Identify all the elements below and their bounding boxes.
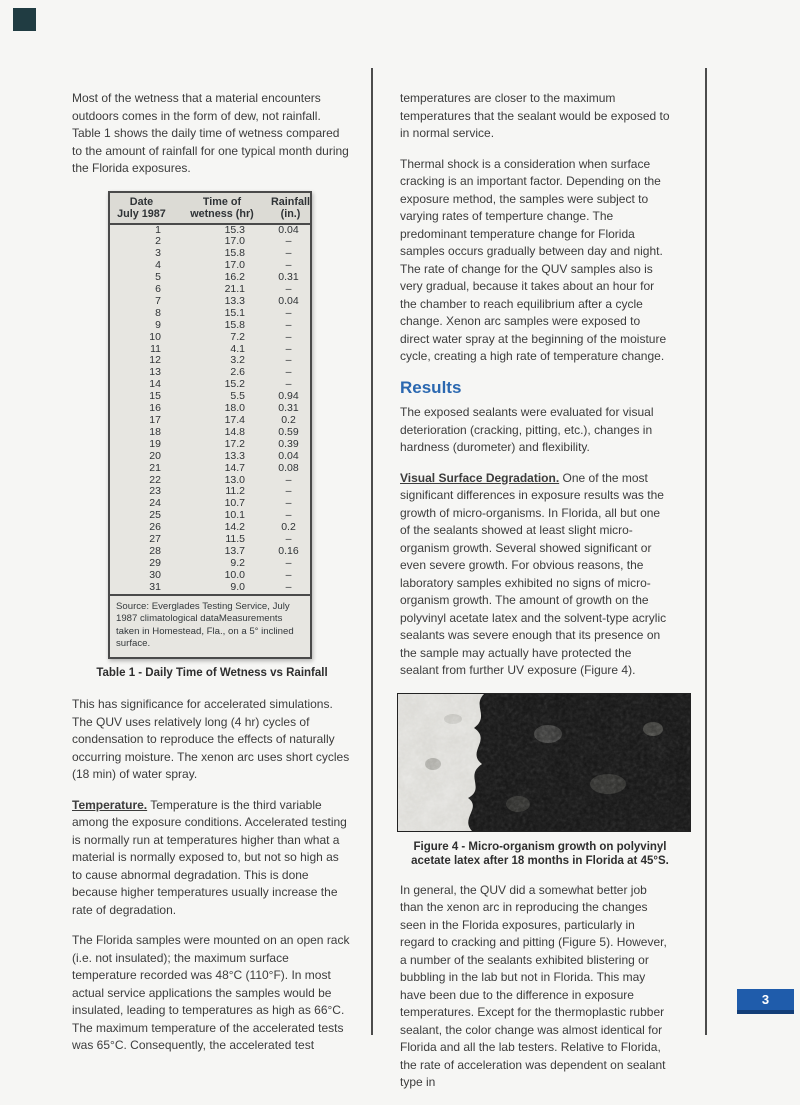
table-row [110, 344, 310, 356]
table-cell: 10.0 [224, 568, 245, 581]
table-cell: 6 [155, 283, 161, 296]
table-cell: 13.0 [224, 473, 245, 486]
table-cell: 15.8 [224, 318, 245, 331]
table-row [110, 439, 310, 451]
header-date-line1: Date [129, 195, 154, 208]
table-cell: 29 [149, 556, 161, 569]
table-cell: 15.3 [224, 223, 245, 236]
header-date-line2: July 1987 [117, 208, 166, 220]
table-cell: 0.31 [278, 271, 299, 284]
table-cell: 2.6 [230, 366, 245, 379]
header-date [110, 193, 173, 224]
table-row [110, 403, 310, 415]
table-cell: 14.8 [224, 425, 245, 438]
table-cell: 0.31 [278, 402, 299, 415]
table-cell: 0.08 [278, 461, 299, 474]
table-cell: – [285, 354, 292, 367]
paragraph-temperatures-closer: temperatures are closer to the maximum temperatures that the sealant would be exposed to in normal service. [400, 91, 670, 140]
table-cell: 17.4 [224, 414, 245, 426]
table-cell: 1 [155, 223, 161, 236]
table-cell: 14.2 [224, 521, 245, 534]
table-cell: – [285, 283, 292, 296]
paragraph-florida-samples: The Florida samples were mounted on an open rack (i.e. not insulated); the maximum surface temperature recorded was 48°C (110°F). In most actual service applications the samples would be insulated, leading to temperatures as high as 66°C. The maximum temperature of the accelerated tests was 65°C. Consequently, the accelerated test [72, 933, 350, 1053]
table-cell: – [285, 306, 292, 319]
header-rainfall [271, 193, 310, 224]
table-row [110, 558, 310, 570]
table-row [110, 546, 310, 558]
table-cell: 23 [149, 485, 161, 498]
results-heading: Results [400, 377, 462, 397]
table-cell: 8 [155, 306, 161, 319]
table-row [110, 367, 310, 379]
table-cell: 0.39 [278, 437, 299, 450]
table-cell: – [285, 342, 292, 355]
table-cell: 11 [150, 342, 161, 355]
table-row [110, 272, 310, 284]
table-cell: 16.2 [224, 271, 245, 284]
table-cell: 0.2 [281, 521, 296, 534]
table-cell: 9.2 [230, 556, 245, 569]
table-cell: 9 [155, 318, 161, 331]
table-cell: 21 [149, 461, 161, 474]
table-cell: 10.1 [224, 509, 245, 522]
table-row [110, 451, 310, 463]
table-cell: 31 [149, 580, 161, 593]
header-wetness-line2: wetness (hr) [190, 208, 254, 220]
table-cell: – [285, 330, 292, 343]
right-column [400, 90, 672, 1105]
table-cell: 5.5 [230, 390, 245, 403]
paragraph-wetness-intro: Most of the wetness that a material encounters outdoors comes in the form of dew, not rainfall. Table 1 shows the daily time of wetness compared to the amount of rainfall for one typical month during the Florida exposures. [72, 91, 349, 175]
table-cell: 7.2 [230, 330, 245, 343]
table-caption: Table 1 - Daily Time of Wetness vs Rainfall [96, 666, 328, 679]
table-cell: 0.2 [281, 414, 296, 426]
visual-degradation-lead: Visual Surface Degradation. [400, 470, 560, 485]
table-cell: – [285, 580, 292, 593]
table-cell: 17.2 [224, 437, 245, 450]
table-row [110, 510, 310, 522]
table-cell: 15.8 [224, 247, 245, 260]
table-row [110, 355, 310, 367]
figure-4-caption: Figure 4 - Micro-organism growth on polyvinyl acetate latex after 18 months in Florida at 45°S. [411, 840, 669, 867]
table-cell: 15.1 [224, 306, 245, 319]
table-row [110, 475, 310, 487]
table-cell: 17.0 [224, 259, 245, 272]
table-cell: – [285, 473, 292, 486]
paragraph-visual-degradation [400, 470, 672, 680]
table-cell: 10 [149, 330, 161, 343]
table-cell: 13 [149, 366, 161, 379]
table-row [110, 486, 310, 498]
table-cell: 9.0 [230, 580, 245, 593]
table-cell: 27 [149, 533, 161, 546]
table-row [110, 498, 310, 510]
table-cell: – [285, 259, 292, 272]
table-row [110, 224, 310, 237]
right-margin-rule [705, 68, 707, 1035]
table-cell: 0.04 [278, 223, 299, 236]
table-cell: – [285, 247, 292, 260]
paragraph-quv-comparison: In general, the QUV did a somewhat better job than the xenon arc in reproducing the changes seen in the Florida exposures, particularly in regard to cracking and pitting (Figure 5). However, a number of the sealants exhibited blistering or bubbling in the lab but not in Florida. This may have been due to the difference in exposure temperatures. Except for the thermoplastic rubber sealant, the color change was almost identical for Florida and all the lab testers. Relative to Florida, the rate of acceleration was dependent on sealant type in [400, 882, 667, 1089]
temperature-lead: Temperature. [72, 797, 148, 812]
table-cell: 16 [149, 402, 161, 415]
table [110, 193, 310, 594]
table-cell: 5 [155, 271, 161, 284]
left-column [72, 90, 352, 1068]
column-divider [371, 68, 373, 1035]
table-cell: – [285, 556, 292, 569]
table-cell: 0.04 [278, 294, 299, 307]
table-cell: 26 [149, 521, 161, 534]
table-cell: 17.0 [224, 235, 245, 248]
table-cell: 12 [149, 354, 161, 367]
table-cell: 0.16 [278, 544, 299, 557]
header-wetness-line1: Time of [202, 195, 242, 208]
header-time-of-wetness [173, 193, 271, 224]
table-row [110, 522, 310, 534]
table-cell: – [285, 485, 292, 498]
table-cell: – [285, 533, 292, 546]
figure-4-photo [397, 693, 691, 832]
table-row [110, 582, 310, 594]
table-row [110, 296, 310, 308]
corner-mark [13, 8, 36, 31]
table-cell: 0.94 [278, 390, 299, 403]
paragraph-temperature [72, 797, 352, 920]
table-header [110, 193, 310, 224]
table-body [110, 224, 310, 594]
paragraph-thermal-shock: Thermal shock is a consideration when surface cracking is an important factor. Depending on the exposure method, the samples were subject to varying rates of temperture change. The predominant temperature change for Florida samples occurs gradually between day and night. The rate of change for the QUV samples also is very gradual, because it takes about an hour for the chamber to reach equilibrium after a cycle change. Xenon arc samples were exposed to direct water spray at the beginning of the moisture cycle, creating a high rate of temperature change. [400, 156, 667, 363]
table-cell: 20 [149, 449, 161, 462]
table-cell: 19 [149, 437, 161, 450]
table-row [110, 463, 310, 475]
table-row [110, 570, 310, 582]
table-cell: – [285, 568, 292, 581]
visual-degradation-text: One of the most significant differences in exposure results was the growth of micro-organisms. In Florida, all but one of the sealants showed at least slight micro-organism growth. Several showed significant or even severe growth. For obvious reasons, the laboratory samples exhibited no signs of micro-organism growth. The amount of growth on the polyvinyl acetate latex and the solvent-type acrylic sealants was severe enough that its presence on the sample may actually have protected the sealant from further UV exposure (Figure 4). [400, 470, 667, 677]
table-cell: – [285, 509, 292, 522]
wetness-rainfall-table [108, 191, 312, 659]
table-row [110, 236, 310, 248]
table-cell: 14 [149, 378, 161, 391]
table-cell: 4.1 [230, 342, 245, 355]
table-cell: 0.59 [278, 425, 299, 438]
paragraph-simulation-significance: This has significance for accelerated simulations. The QUV uses relatively long (4 hr) cycles of condensation to reproduce the effects of naturally occurring moisture. The xenon arc uses short cycles (18 min) of water spray. [72, 697, 350, 782]
table-cell: 3 [155, 247, 161, 260]
table-cell: – [285, 378, 292, 391]
table-cell: 15.2 [224, 378, 245, 391]
table-cell: 15 [149, 390, 161, 403]
table-row [110, 332, 310, 344]
table-cell: 25 [149, 509, 161, 522]
table-cell: 21.1 [224, 283, 245, 296]
header-rainfall-line1: Rainfall [271, 195, 310, 208]
table-cell: 13.3 [224, 449, 245, 462]
table-cell: 14.7 [224, 461, 245, 474]
page-number-badge [737, 989, 794, 1014]
photo-texture-fine [398, 694, 690, 831]
table-cell: 28 [149, 544, 161, 557]
table-cell: 2 [155, 235, 161, 248]
page-number: 3 [761, 992, 770, 1007]
table-row [110, 320, 310, 332]
table-cell: 4 [155, 259, 161, 272]
table-cell: 13.7 [224, 544, 245, 557]
table-cell: 3.2 [230, 354, 245, 367]
table-cell: 10.7 [224, 497, 245, 510]
paragraph-evaluation: The exposed sealants were evaluated for visual deterioration (cracking, pitting, etc.), changes in hardness (durometer) and flexibility. [400, 405, 654, 454]
header-rainfall-line2: (in.) [280, 208, 301, 220]
table-header-row [110, 193, 310, 224]
table-source-note: Source: Everglades Testing Service, July 1987 climatological dataMeasurements taken in Homestead, Fla., on a 5° inclined surface. [110, 594, 310, 657]
table-cell: 30 [149, 568, 161, 581]
temperature-text: Temperature is the third variable among the exposure conditions. Accelerated testing is normally run at temperatures higher than what a material is normally exposed to, but not so high as to cause abnormal degradation. This is done because higher temperatures usually increase the rate of degradation. [72, 797, 347, 917]
table-cell: – [285, 235, 292, 248]
table-cell: 24 [149, 497, 161, 510]
table-cell: – [285, 497, 292, 510]
table-cell: 0.04 [278, 449, 299, 462]
table-cell: 7 [155, 294, 161, 307]
table-cell: 18 [149, 425, 161, 438]
table-cell: 22 [149, 473, 161, 486]
table-cell: 11.5 [225, 533, 245, 546]
table-cell: – [285, 318, 292, 331]
table-row [110, 248, 310, 260]
table-cell: 18.0 [224, 402, 245, 415]
table-cell: – [285, 366, 292, 379]
table-cell: 17 [149, 414, 161, 426]
table-cell: 11.2 [225, 485, 245, 498]
table-cell: 13.3 [224, 294, 245, 307]
table-row [110, 308, 310, 320]
